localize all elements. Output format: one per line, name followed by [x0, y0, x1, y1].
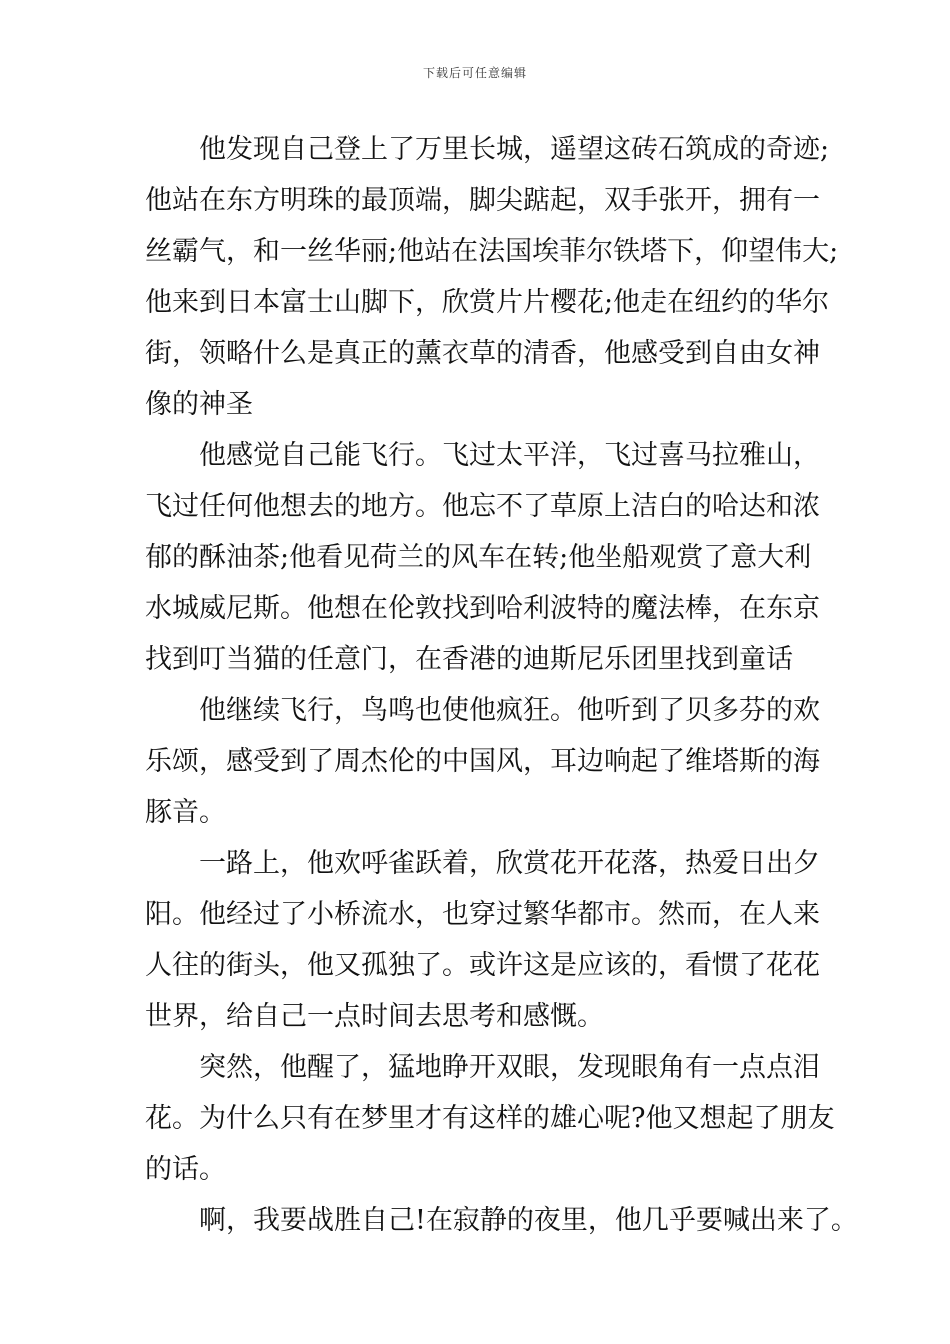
text-line: 街，领略什么是真正的薰衣草的清香，他感受到自由女神: [145, 338, 820, 369]
text-line: 他感觉自己能飞行。飞过太平洋，飞过喜马拉雅山，: [145, 440, 820, 471]
text-line: 他继续飞行，鸟鸣也使他疯狂。他听到了贝多芬的欢: [145, 695, 820, 726]
text-line: 他发现自己登上了万里长城，遥望这砖石筑成的奇迹;: [145, 134, 830, 165]
text-line: 豚音。: [145, 797, 226, 828]
text-line: 丝霸气，和一丝华丽;他站在法国埃菲尔铁塔下，仰望伟大;: [145, 236, 839, 267]
text-line: 一路上，他欢呼雀跃着，欣赏花开花落，热爱日出夕: [145, 848, 820, 879]
text-line: 阳。他经过了小桥流水，也穿过繁华都市。然而，在人来: [145, 899, 820, 930]
text-line: 他来到日本富士山脚下，欣赏片片樱花;他走在纽约的华尔: [145, 287, 830, 318]
text-line: 啊，我要战胜自己!在寂静的夜里，他几乎要喊出来了。: [145, 1205, 858, 1236]
text-line: 水城威尼斯。他想在伦敦找到哈利波特的魔法棒，在东京: [145, 593, 820, 624]
text-line: 郁的酥油茶;他看见荷兰的风车在转;他坐船观赏了意大利: [145, 542, 812, 573]
page-header: 下载后可任意编辑: [422, 66, 527, 80]
text-line: 找到叮当猫的任意门，在香港的迪斯尼乐团里找到童话: [145, 644, 793, 675]
text-line: 乐颂，感受到了周杰伦的中国风，耳边响起了维塔斯的海: [145, 746, 820, 777]
text-line: 的话。: [145, 1154, 226, 1185]
text-line: 花。为什么只有在梦里才有这样的雄心呢?他又想起了朋友: [145, 1103, 835, 1134]
text-line: 像的神圣: [145, 389, 253, 420]
text-line: 他站在东方明珠的最顶端，脚尖踮起，双手张开，拥有一: [145, 185, 820, 216]
document-body: [145, 124, 858, 1246]
text-line: 人往的街头，他又孤独了。或许这是应该的，看惯了花花: [145, 950, 820, 981]
text-line: 突然，他醒了，猛地睁开双眼，发现眼角有一点点泪: [145, 1052, 820, 1083]
text-line: 飞过任何他想去的地方。他忘不了草原上洁白的哈达和浓: [145, 491, 820, 522]
text-line: 世界，给自己一点时间去思考和感慨。: [145, 1001, 604, 1032]
